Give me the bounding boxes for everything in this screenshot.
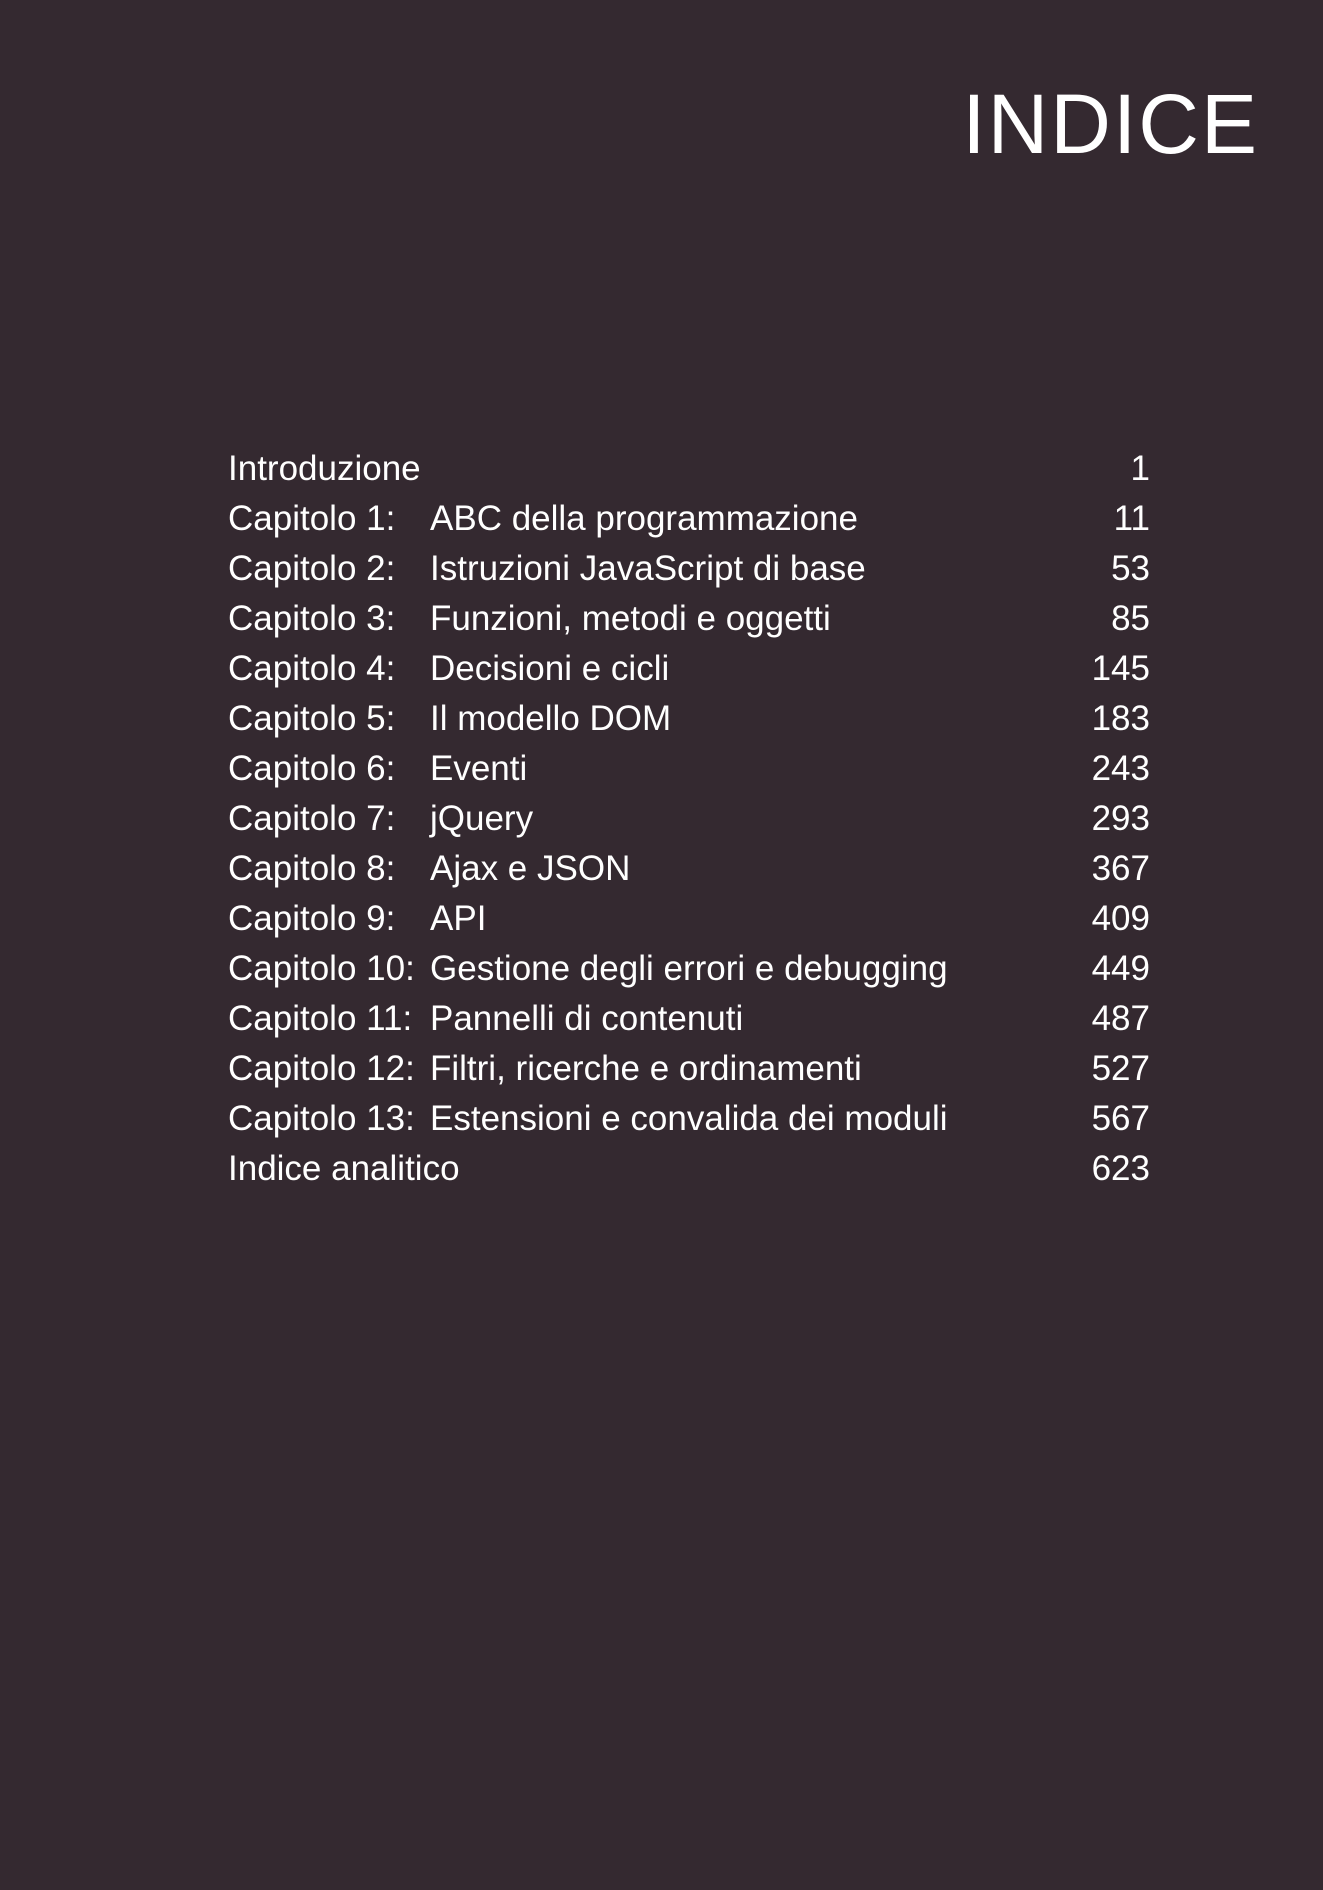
toc-entry-label: Capitolo 13:: [228, 1099, 415, 1138]
toc-entry-page-number: 409: [1091, 899, 1150, 938]
toc-entry-label: Capitolo 9:: [228, 899, 396, 938]
toc-entry-page-number: 1: [1130, 449, 1150, 488]
toc-entry-label: Introduzione: [228, 449, 421, 488]
toc-entry: [228, 744, 1150, 794]
toc-entry-page-number: 367: [1091, 849, 1150, 888]
toc-entry: [228, 644, 1150, 694]
toc-entry-title: Funzioni, metodi e oggetti: [430, 599, 831, 638]
toc-entry-title: Il modello DOM: [430, 699, 672, 738]
toc-entry-page-number: 243: [1091, 749, 1150, 788]
toc-entry-label: Capitolo 11:: [228, 999, 413, 1038]
toc-entry-title: Decisioni e cicli: [430, 649, 670, 688]
toc-entry-title: Pannelli di contenuti: [430, 999, 744, 1038]
toc-entry: [228, 794, 1150, 844]
table-of-contents: [228, 444, 1150, 1194]
toc-entry-page-number: 527: [1091, 1049, 1150, 1088]
toc-entry: [228, 1144, 1150, 1194]
toc-entry: [228, 444, 1150, 494]
toc-entry-title: ABC della programmazione: [430, 499, 858, 538]
toc-entry-page-number: 567: [1091, 1099, 1150, 1138]
toc-entry-label: Capitolo 10:: [228, 949, 415, 988]
toc-entry-title: Ajax e JSON: [430, 849, 631, 888]
toc-entry-title: Estensioni e convalida dei moduli: [430, 1099, 948, 1138]
toc-entry-label: Capitolo 12:: [228, 1049, 415, 1088]
toc-entry: [228, 694, 1150, 744]
toc-entry: [228, 944, 1150, 994]
toc-entry-label: Capitolo 6:: [228, 749, 396, 788]
toc-entry-page-number: 53: [1111, 549, 1150, 588]
toc-entry-label: Capitolo 5:: [228, 699, 396, 738]
toc-entry-label: Capitolo 7:: [228, 799, 396, 838]
toc-entry-page-number: 183: [1091, 699, 1150, 738]
toc-entry: [228, 1044, 1150, 1094]
toc-entry-label: Indice analitico: [228, 1149, 460, 1188]
toc-entry: [228, 844, 1150, 894]
toc-entry-page-number: 487: [1091, 999, 1150, 1038]
toc-entry-title: Filtri, ricerche e ordinamenti: [430, 1049, 862, 1088]
toc-entry-page-number: 145: [1091, 649, 1150, 688]
toc-entry-title: jQuery: [430, 799, 534, 838]
toc-entry: [228, 494, 1150, 544]
toc-entry-label: Capitolo 1:: [228, 499, 396, 538]
toc-entry-title: API: [430, 899, 487, 938]
toc-entry-label: Capitolo 2:: [228, 549, 396, 588]
toc-entry-page-number: 293: [1091, 799, 1150, 838]
toc-entry-label: Capitolo 8:: [228, 849, 396, 888]
toc-entry-page-number: 11: [1113, 499, 1150, 538]
toc-entry-title: Gestione degli errori e debugging: [430, 949, 948, 988]
toc-entry: [228, 1094, 1150, 1144]
toc-entry-page-number: 85: [1111, 599, 1150, 638]
toc-entry: [228, 544, 1150, 594]
toc-entry: [228, 994, 1150, 1044]
toc-entry-label: Capitolo 4:: [228, 649, 396, 688]
toc-entry-title: Eventi: [430, 749, 528, 788]
toc-entry-title: Istruzioni JavaScript di base: [430, 549, 866, 588]
toc-entry: [228, 894, 1150, 944]
toc-entry-page-number: 449: [1091, 949, 1150, 988]
toc-entry-label: Capitolo 3:: [228, 599, 396, 638]
page-title: INDICE: [962, 77, 1259, 171]
toc-entry: [228, 594, 1150, 644]
toc-entry-page-number: 623: [1091, 1149, 1150, 1188]
